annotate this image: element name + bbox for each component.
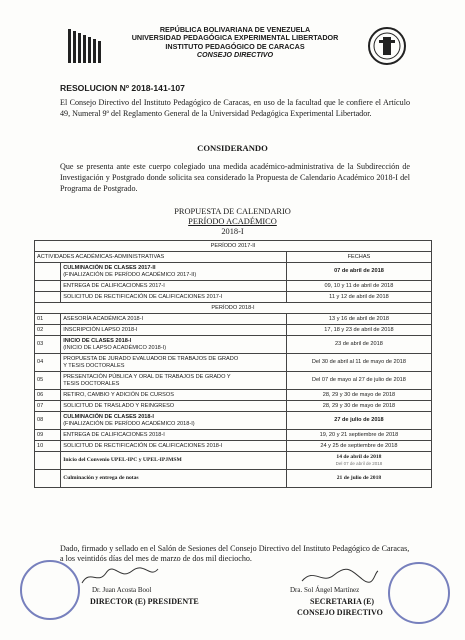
table-row: 10 SOLICITUD DE RECTIFICACIÓN DE CALIFICACIONES 2018-I 24 y 25 de septiembre de 2018 [35, 441, 432, 452]
considerando-paragraph: Que se presenta ante este cuerpo colegiado una medida académico-administrativa de la Subdirección de Investigación y Postgrado donde solicita sea considerado la Propuesta de Calendario Académico 2018-I del Programa de Postgrado. [60, 162, 410, 193]
header-council: CONSEJO DIRECTIVO [196, 50, 274, 60]
official-stamp-right [388, 562, 450, 624]
table-row: CULMINACIÓN DE CLASES 2017-II (FINALIZACIÓN DE PERÍODO ACADÉMICO 2017-II) 07 de abril de 2018 [35, 263, 432, 281]
signature-right-council: CONSEJO DIRECTIVO [297, 608, 383, 617]
signature-left-icon [80, 565, 160, 587]
proposal-title: PROPUESTA DE CALENDARIO [174, 207, 291, 216]
table-row: 08 CULMINACIÓN DE CLASES 2018-I (FINALIZACIÓN DE PERÍODO ACADÉMICO 2018-I) 27 de julio de 2018 [35, 412, 432, 430]
proposal-period-label: PERÍODO ACADÉMICO [188, 217, 277, 226]
header-republic: REPÚBLICA BOLIVARIANA DE VENEZUELA [159, 25, 311, 34]
institution-header [110, 26, 360, 60]
closing-paragraph: Dado, firmado y sellado en el Salón de Sesiones del Consejo Directivo del Instituto Pedagógico de Caracas, a los veintidós días del mes de marzo de dos mil dieciocho. [60, 544, 410, 564]
table-row: 07 SOLICITUD DE TRASLADO Y REINGRESO 28, 29 y 30 de mayo de 2018 [35, 401, 432, 412]
table-row: 04 PROPUESTA DE JURADO EVALUADOR DE TRABAJOS DE GRADO Y TESIS DOCTORALES Del 30 de abril al 11 de mayo de 2018 [35, 354, 432, 372]
table-row: 02 INSCRIPCIÓN LAPSO 2018-I 17, 18 y 23 de abril de 2018 [35, 325, 432, 336]
proposal-period-code: 2018-I [221, 227, 244, 236]
col-dates-header: FECHAS [286, 252, 431, 263]
period-cur-header: PERÍODO 2018-I [35, 303, 432, 314]
table-row: 06 RETIRO, CAMBIO Y ADICIÓN DE CURSOS 28, 29 y 30 de mayo de 2018 [35, 390, 432, 401]
table-row: 01 ASESORÍA ACADÉMICA 2018-I 13 y 16 de abril de 2018 [35, 314, 432, 325]
signature-right-role: SECRETARIA (E) [310, 597, 375, 606]
resolution-number: RESOLUCION Nº 2018-141-107 [60, 83, 185, 93]
considerando-heading: CONSIDERANDO [197, 143, 268, 153]
upel-logo-icon [66, 25, 106, 67]
header-university: UNIVERSIDAD PEDAGÓGICA EXPERIMENTAL LIBERTADOR [131, 33, 339, 43]
table-row: 09 ENTREGA DE CALIFICACIONES 2018-I 19, 20 y 21 septiembre de 2018 [35, 430, 432, 441]
signature-left-name: Dr. Juan Acosta Bool [92, 586, 152, 594]
header-institute: INSTITUTO PEDAGÓGICO DE CARACAS [165, 41, 305, 51]
signature-left-role: DIRECTOR (E) PRESIDENTE [90, 597, 199, 606]
signature-right-icon [300, 565, 380, 587]
col-activities-header: ACTIVIDADES ACADÉMICAS-ADMINISTRATIVAS [35, 252, 287, 263]
table-row: 05 PRESENTACIÓN PÚBLICA Y ORAL DE TRABAJOS DE GRADO Y TESIS DOCTORALES Del 07 de mayo al 27 de julio de 2018 [35, 372, 432, 390]
table-row: ENTREGA DE CALIFICACIONES 2017-I 09, 10 y 11 de abril de 2018 [35, 281, 432, 292]
intro-paragraph: El Consejo Directivo del Instituto Pedagógico de Caracas, en uso de la facultad que le confiere el Artículo 49, Numeral 9º del Reglamento General de la Universidad Pedagógica Experimental Libertador. [60, 98, 410, 118]
table-row: 03 INICIO DE CLASES 2018-I (INICIO DE LAPSO ACADÉMICO 2018-I) 23 de abril de 2018 [35, 336, 432, 354]
calendar-table [34, 240, 432, 488]
period-prev-header: PERÍODO 2017-II [35, 241, 432, 252]
table-row: Culminación y entrega de notas 21 de julio de 2018 [35, 470, 432, 488]
signature-right-name: Dra. Sol Ángel Martínez [290, 586, 360, 594]
table-row: SOLICITUD DE RECTIFICACIÓN DE CALIFICACIONES 2017-I 11 y 12 de abril de 2018 [35, 292, 432, 303]
official-stamp-left [20, 560, 80, 620]
ipc-seal-icon [367, 26, 407, 66]
table-row: Inicio del Convenio UPEL-IPC y UPEL-IPJMSM 14 de abril de 2018 Del 07 de abril de 2018 [35, 452, 432, 470]
